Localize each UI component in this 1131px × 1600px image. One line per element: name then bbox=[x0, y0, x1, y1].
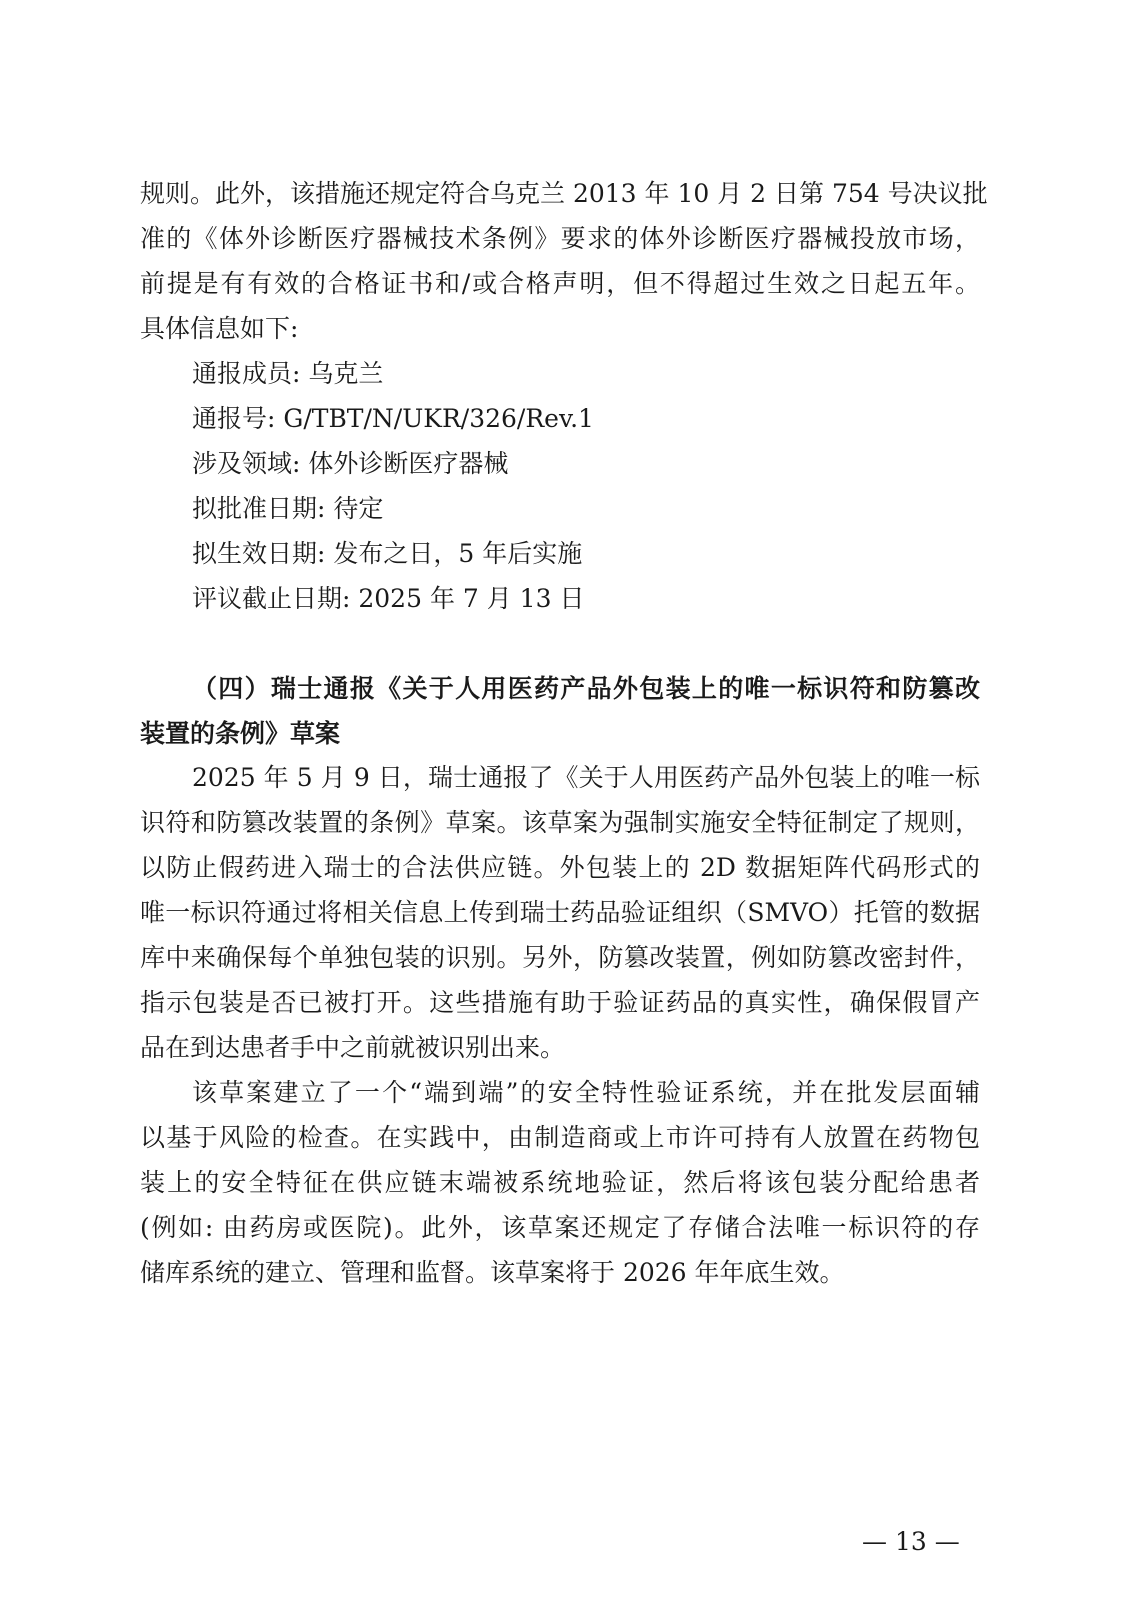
text-line: 指示包装是否已被打开。这些措施有助于验证药品的真实性，确保假冒产 bbox=[140, 988, 980, 1017]
text-line: 准的《体外诊断医疗器械技术条例》要求的体外诊断医疗器械投放市场， bbox=[140, 224, 980, 253]
text-line: 储库系统的建立、管理和监督。该草案将于 2026 年年底生效。 bbox=[140, 1258, 845, 1287]
detail-member: 通报成员: 乌克兰 bbox=[192, 359, 384, 388]
text-line: 库中来确保每个单独包装的识别。另外，防篡改装置，例如防篡改密封件， bbox=[140, 943, 980, 972]
detail-field: 涉及领域: 体外诊断医疗器械 bbox=[192, 449, 509, 478]
detail-number: 通报号: G/TBT/N/UKR/326/Rev.1 bbox=[192, 404, 594, 433]
text-line: 品在到达患者手中之前就被识别出来。 bbox=[140, 1033, 566, 1062]
detail-approval-date: 拟批准日期: 待定 bbox=[192, 494, 384, 523]
text-line: 以防止假药进入瑞士的合法供应链。外包装上的 2D 数据矩阵代码形式的 bbox=[140, 853, 980, 882]
detail-effective-date: 拟生效日期: 发布之日，5 年后实施 bbox=[192, 539, 583, 568]
detail-comment-deadline: 评议截止日期: 2025 年 7 月 13 日 bbox=[192, 584, 585, 613]
text-line: (例如: 由药房或医院)。此外，该草案还规定了存储合法唯一标识符的存 bbox=[140, 1213, 980, 1242]
text-line: 识符和防篡改装置的条例》草案。该草案为强制实施安全特征制定了规则， bbox=[140, 808, 980, 837]
page-number: — 13 — bbox=[862, 1527, 960, 1556]
text-line: 以基于风险的检查。在实践中，由制造商或上市许可持有人放置在药物包 bbox=[140, 1123, 980, 1152]
text-line: 唯一标识符通过将相关信息上传到瑞士药品验证组织（SMVO）托管的数据 bbox=[140, 898, 980, 927]
text-line: 该草案建立了一个“端到端”的安全特性验证系统，并在批发层面辅 bbox=[192, 1078, 980, 1107]
text-line: 2025 年 5 月 9 日，瑞士通报了《关于人用医药产品外包装上的唯一标 bbox=[192, 763, 980, 792]
heading-line: 装置的条例》草案 bbox=[140, 719, 341, 748]
text-line: 规则。此外，该措施还规定符合乌克兰 2013 年 10 月 2 日第 754 号决议批 bbox=[140, 179, 988, 208]
heading-line: （四）瑞士通报《关于人用医药产品外包装上的唯一标识符和防篡改 bbox=[192, 674, 980, 703]
text-line: 装上的安全特征在供应链末端被系统地验证，然后将该包装分配给患者 bbox=[140, 1168, 980, 1197]
text-line: 具体信息如下: bbox=[140, 314, 299, 343]
text-line: 前提是有有效的合格证书和/或合格声明，但不得超过生效之日起五年。 bbox=[140, 269, 980, 298]
